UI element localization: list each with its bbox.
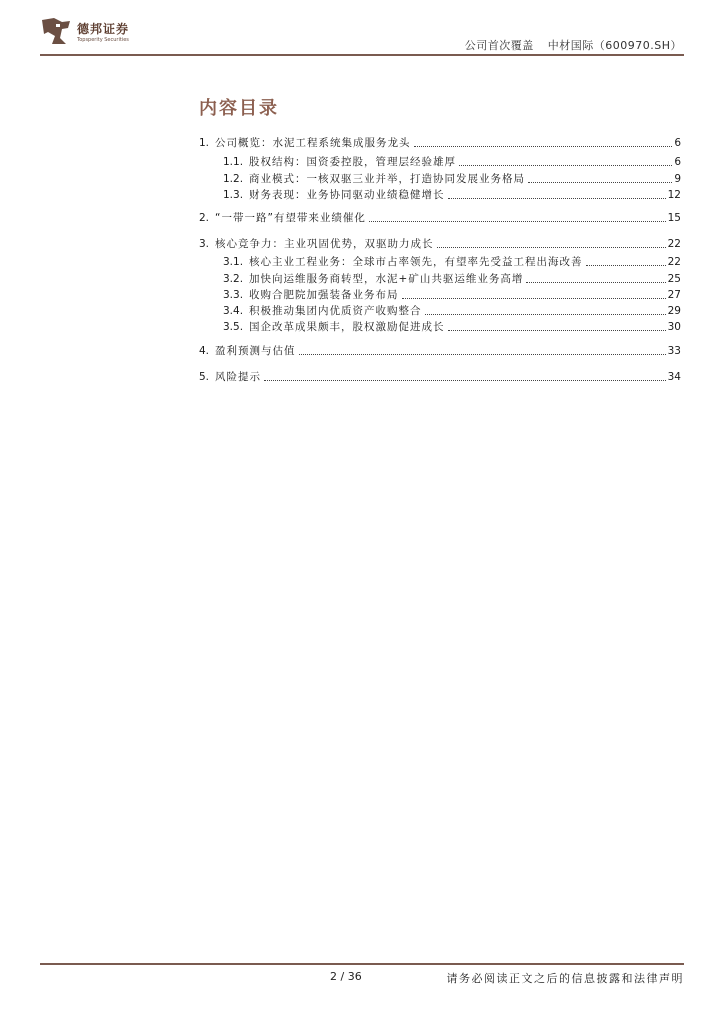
logo-name-cn: 德邦证券: [77, 22, 130, 36]
logo-name-en: Topsperity Securities: [77, 37, 129, 43]
toc-entry-title: 财务表现：业务协同驱动业绩稳健增长: [249, 189, 445, 201]
footer-divider: [40, 963, 684, 965]
toc-leader-dots: [425, 313, 666, 315]
toc-entry-title: 风险提示: [215, 371, 262, 383]
toc-entry-number: 1.3.: [223, 189, 244, 201]
toc-entry[interactable]: [223, 170, 681, 186]
toc-entry-title: 核心主业工程业务：全球市占率领先，有望率先受益工程出海改善: [249, 256, 583, 268]
toc-leader-dots: [414, 145, 673, 147]
page-number: 2 / 36: [330, 970, 362, 983]
toc-leader-dots: [528, 181, 672, 183]
toc-entry[interactable]: [199, 235, 681, 251]
toc-entry-title: 股权结构：国资委控股，管理层经验雄厚: [249, 156, 457, 168]
toc-entry-title: 商业模式：一核双驱三业并举，打造协同发展业务格局: [249, 173, 526, 185]
toc-entry-number: 3.4.: [223, 305, 244, 317]
toc-entry-number: 3.1.: [223, 256, 244, 268]
header-divider: [40, 54, 684, 56]
toc-entry-page: 9: [674, 173, 681, 185]
logo-icon: [40, 16, 72, 46]
toc-entry[interactable]: [199, 342, 681, 358]
toc-entry-title: 公司概览：水泥工程系统集成服务龙头: [215, 137, 411, 149]
toc-entry-number: 2.: [199, 212, 210, 224]
toc-entry-number: 3.: [199, 238, 210, 250]
toc-entry-title: 国企改革成果颇丰，股权激励促进成长: [249, 321, 445, 333]
toc-entry[interactable]: [223, 253, 681, 269]
toc-leader-dots: [299, 353, 666, 355]
toc-entry-number: 3.5.: [223, 321, 244, 333]
footer-disclaimer: 请务必阅读正文之后的信息披露和法律声明: [446, 972, 684, 985]
toc-leader-dots: [448, 197, 666, 199]
toc-entry[interactable]: [223, 270, 681, 286]
toc-entry-page: 25: [667, 273, 681, 285]
company-name: 中材国际（600970.SH）: [547, 39, 682, 52]
toc-leader-dots: [437, 246, 666, 248]
toc-entry[interactable]: [199, 368, 681, 384]
toc-entry[interactable]: [223, 286, 681, 302]
toc-entry-title: 盈利预测与估值: [215, 345, 296, 357]
toc-entry[interactable]: [223, 318, 681, 334]
toc-entry[interactable]: [199, 209, 681, 225]
toc-entry-page: 22: [667, 256, 681, 268]
toc-entry-page: 15: [667, 212, 681, 224]
toc-leader-dots: [586, 264, 666, 266]
toc-entry-title: 积极推动集团内优质资产收购整合: [249, 305, 422, 317]
toc-entry-page: 33: [667, 345, 681, 357]
toc-leader-dots: [459, 164, 672, 166]
toc-entry-page: 34: [667, 371, 681, 383]
toc-entry-page: 6: [674, 156, 681, 168]
company-logo: [40, 16, 150, 46]
toc-entry-page: 22: [667, 238, 681, 250]
toc-leader-dots: [264, 379, 666, 381]
toc-entry-title: “一带一路”有望带来业绩催化: [215, 212, 366, 224]
toc-entry-number: 5.: [199, 371, 210, 383]
toc-entry[interactable]: [223, 186, 681, 202]
toc-entry[interactable]: [199, 134, 681, 150]
toc-entry[interactable]: [223, 302, 681, 318]
toc-entry-number: 3.2.: [223, 273, 244, 285]
toc-entry-page: 30: [667, 321, 681, 333]
toc-entry-number: 3.3.: [223, 289, 244, 301]
toc-entry[interactable]: [223, 153, 681, 169]
toc-entry-page: 29: [667, 305, 681, 317]
toc-entry-number: 1.: [199, 137, 210, 149]
toc-entry-title: 加快向运维服务商转型，水泥+矿山共驱运维业务高增: [249, 273, 524, 285]
toc-leader-dots: [369, 220, 666, 222]
report-type: 公司首次覆盖: [464, 39, 534, 52]
toc-entry-number: 4.: [199, 345, 210, 357]
header-info: [465, 37, 682, 53]
toc-entry-number: 1.1.: [223, 156, 244, 168]
toc-leader-dots: [448, 329, 666, 331]
toc-entry-page: 6: [674, 137, 681, 149]
toc-entry-title: 核心竞争力：主业巩固优势，双驱助力成长: [215, 238, 434, 250]
toc-leader-dots: [402, 297, 666, 299]
toc-leader-dots: [526, 281, 665, 283]
toc-entry-page: 27: [667, 289, 681, 301]
toc-entry-page: 12: [667, 189, 681, 201]
toc-entry-number: 1.2.: [223, 173, 244, 185]
toc-title: 内容目录: [199, 98, 279, 119]
toc-entry-title: 收购合肥院加强装备业务布局: [249, 289, 399, 301]
